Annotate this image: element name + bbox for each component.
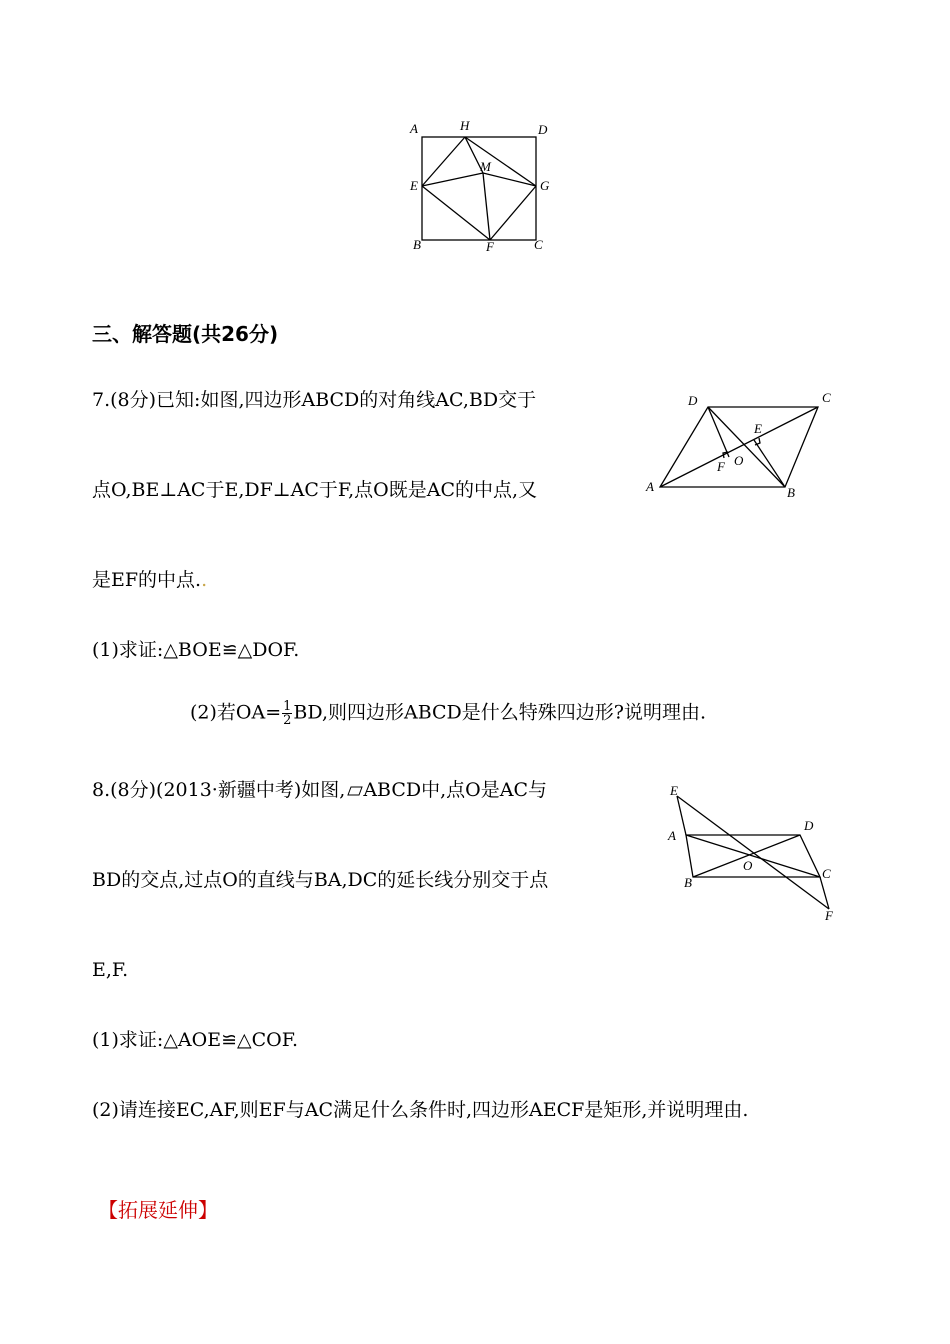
q7-part2-suffix: BD,则四边形ABCD是什么特殊四边形?说明理由. <box>293 701 707 724</box>
label-A: A <box>668 828 676 843</box>
q8-part2: (2)请连接EC,AF,则EF与AC满足什么条件时,四边形AECF是矩形,并说明理由. <box>92 1099 749 1121</box>
q7-part2 <box>190 700 706 727</box>
q7-line2: 点O,BE⊥AC于E,DF⊥AC于F,点O既是AC的中点,又 <box>92 479 538 501</box>
label-E: E <box>410 178 418 193</box>
parallelogram-figure-q8 <box>660 780 850 930</box>
q8-line2: BD的交点,过点O的直线与BA,DC的延长线分别交于点 <box>92 869 549 891</box>
q7-line1: 7.(8分)已知:如图,四边形ABCD的对角线AC,BD交于 <box>92 389 537 411</box>
label-B: B <box>684 875 692 890</box>
q8-line3: E,F. <box>92 959 129 981</box>
label-D: D <box>538 122 548 137</box>
fraction-numerator: 1 <box>283 699 292 714</box>
square-figure <box>400 115 570 260</box>
parallelogram-figure-q7 <box>640 385 840 505</box>
label-E: E <box>670 783 678 798</box>
label-B: B <box>413 237 421 252</box>
q8-line1 <box>92 778 547 802</box>
label-G: G <box>540 178 550 193</box>
q7-part2-prefix: (2)若OA= <box>190 701 282 724</box>
label-A: A <box>646 479 654 494</box>
q8-line1-suffix: ABCD中,点O是AC与 <box>363 779 547 801</box>
label-C: C <box>822 390 831 405</box>
q7-part1: (1)求证:△BOE≌△DOF. <box>92 639 300 661</box>
q7-line3-text: 是EF的中点. <box>92 569 202 591</box>
label-F: F <box>717 459 725 474</box>
label-O: O <box>743 858 753 873</box>
section-heading: 三、解答题(共26分) <box>92 322 279 346</box>
parallelogram-icon <box>347 778 361 787</box>
label-M: M <box>480 159 491 174</box>
label-F: F <box>486 239 494 254</box>
label-E: E <box>754 421 762 436</box>
extension-heading: 【拓展延伸】 <box>98 1198 218 1222</box>
q8-part1: (1)求证:△AOE≌△COF. <box>92 1029 299 1051</box>
label-B: B <box>787 485 795 500</box>
label-C: C <box>822 866 831 881</box>
label-D: D <box>804 818 814 833</box>
fraction-half <box>282 700 292 727</box>
q8-line1-prefix: 8.(8分)(2013·新疆中考)如图, <box>92 779 346 801</box>
label-D: D <box>688 393 698 408</box>
stray-dot: . <box>201 569 208 591</box>
label-O: O <box>734 453 744 468</box>
label-A: A <box>410 121 418 136</box>
fraction-denominator: 2 <box>283 713 292 728</box>
q7-line3 <box>92 568 207 592</box>
label-F: F <box>825 908 833 923</box>
label-C: C <box>534 237 543 252</box>
label-H: H <box>460 118 470 133</box>
